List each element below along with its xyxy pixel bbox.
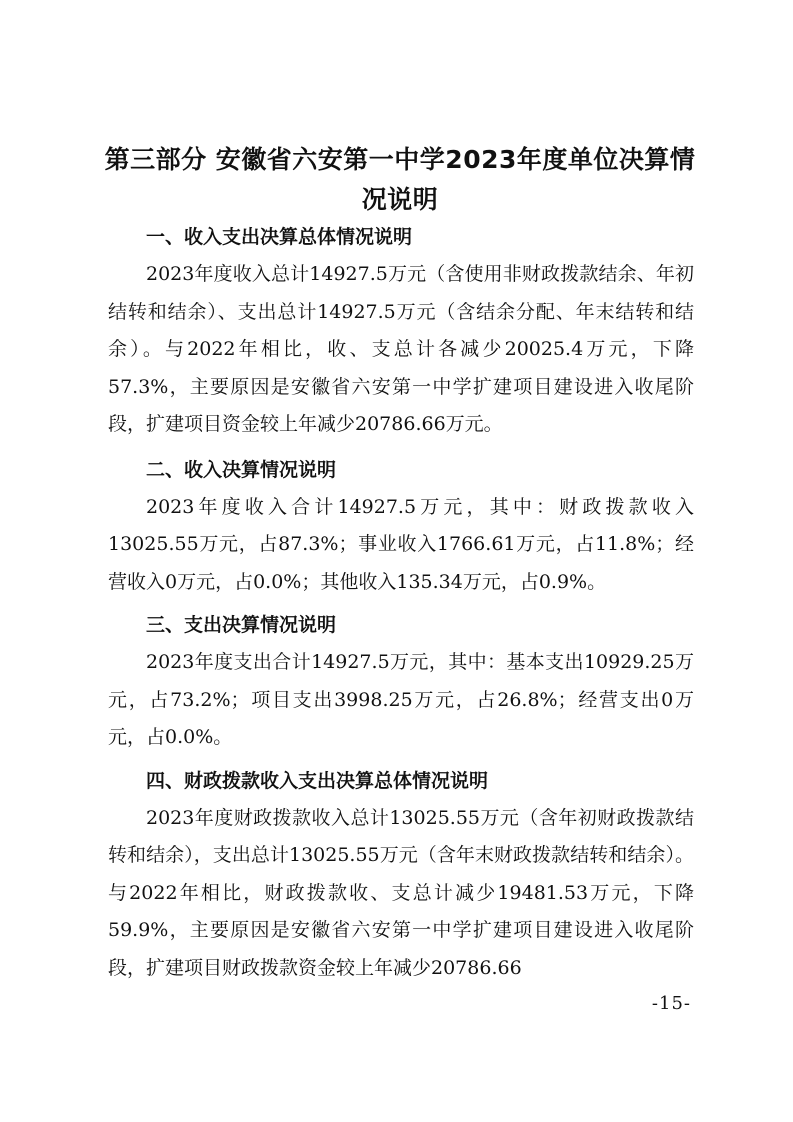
section-paragraph: 2023年度财政拨款收入总计13025.55万元（含年初财政拨款结转和结余），支出总计13025.55万元（含年末财政拨款结转和结余）。与2022年相比，财政拨款收、支总计减少19481.53万元，下降59.9%，主要原因是安徽省六安第一中学扩建项目建设进入收尾阶段，扩建项目财政拨款资金较上年减少20786.66 — [108, 806, 694, 979]
page-number: -15- — [651, 993, 691, 1014]
section-heading: 一、收入支出决算总体情况说明 — [146, 226, 413, 248]
document-title: 第三部分 安徽省六安第一中学2023年度单位决算情况说明 — [104, 145, 696, 214]
section-revenue-expenditure-overview — [108, 219, 694, 444]
document-body — [108, 219, 694, 987]
section-heading: 四、财政拨款收入支出决算总体情况说明 — [146, 769, 489, 792]
section-heading: 三、支出决算情况说明 — [146, 614, 337, 636]
section-revenue-statement — [108, 452, 694, 602]
section-fiscal-appropriation-overview — [108, 763, 694, 988]
section-expenditure-statement — [108, 607, 694, 757]
section-paragraph: 2023年度支出合计14927.5万元，其中：基本支出10929.25万元，占73.2%；项目支出3998.25万元，占26.8%；经营支出0万元，占0.0%。 — [108, 651, 694, 748]
section-paragraph: 2023年度收入合计14927.5万元，其中：财政拨款收入13025.55万元，占87.3%；事业收入1766.61万元，占11.8%；经营收入0万元，占0.0%；其他收入135.34万元，占0.9%。 — [108, 495, 694, 593]
section-paragraph: 2023年度收入总计14927.5万元（含使用非财政拨款结余、年初结转和结余）、支出总计14927.5万元（含结余分配、年末结转和结余）。与2022年相比，收、支总计各减少20025.4万元，下降57.3%，主要原因是安徽省六安第一中学扩建项目建设进入收尾阶段，扩建项目资金较上年减少20786.66万元。 — [108, 263, 694, 435]
section-heading: 二、收入决算情况说明 — [146, 458, 337, 481]
